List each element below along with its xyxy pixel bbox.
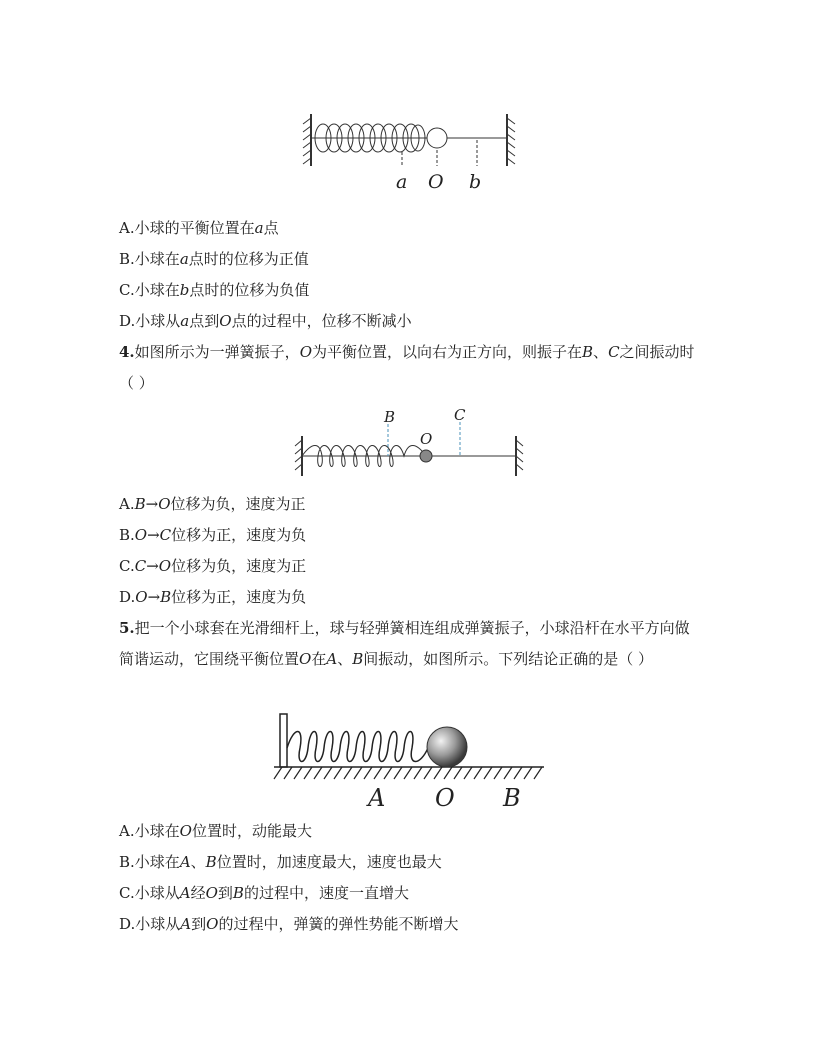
q4-option-c: C.C→O位移为负，速度为正: [119, 557, 307, 575]
q5-option-d: D.小球从A到O的过程中，弹簧的弹性势能不断增大: [119, 915, 459, 933]
q5-option-a: A.小球在O位置时，动能最大: [119, 822, 312, 840]
fig1-label-a: a: [396, 171, 408, 193]
q4-option-b: B.O→C位移为正，速度为负: [119, 526, 307, 544]
fig3-label-o: O: [435, 784, 455, 812]
q5-option-b: B.小球在A、B位置时，加速度最大，速度也最大: [119, 853, 442, 871]
q4-option-a: A.B→O位移为负，速度为正: [119, 495, 306, 513]
q4-stem: 4.如图所示为一弹簧振子，O为平衡位置，以向右为正方向，则振子在B、C之间振动时（ ）: [119, 343, 695, 392]
figure-spring-a-o-b-ground: [270, 712, 550, 812]
q3-option-c: C.小球在b点时的位移为负值: [119, 281, 310, 299]
fig3-label-a: A: [368, 784, 386, 812]
figure-spring-b-o-c: [292, 402, 528, 478]
q5-stem: 5.把一个小球套在光滑细杆上，球与轻弹簧相连组成弹簧振子，小球沿杆在水平方向做简谐运动，它围绕平衡位置O在A、B间振动，如图所示。下列结论正确的是（ ）: [119, 619, 690, 668]
q3-option-d: D.小球从a点到O点的过程中，位移不断减小: [119, 312, 412, 330]
fig1-label-b: b: [469, 171, 482, 193]
figure-spring-a-o-b: [297, 108, 519, 194]
fig2-label-c: C: [454, 406, 466, 424]
fig2-label-b: B: [384, 408, 396, 426]
fig1-label-o: O: [428, 171, 444, 193]
q3-option-a: A.小球的平衡位置在a点: [119, 219, 279, 237]
fig3-label-b: B: [503, 784, 521, 812]
q5-option-c: C.小球从A经O到B的过程中，速度一直增大: [119, 884, 409, 902]
q3-option-b: B.小球在a点时的位移为正值: [119, 250, 309, 268]
fig2-label-o: O: [420, 430, 433, 448]
q4-option-d: D.O→B位移为正，速度为负: [119, 588, 307, 606]
